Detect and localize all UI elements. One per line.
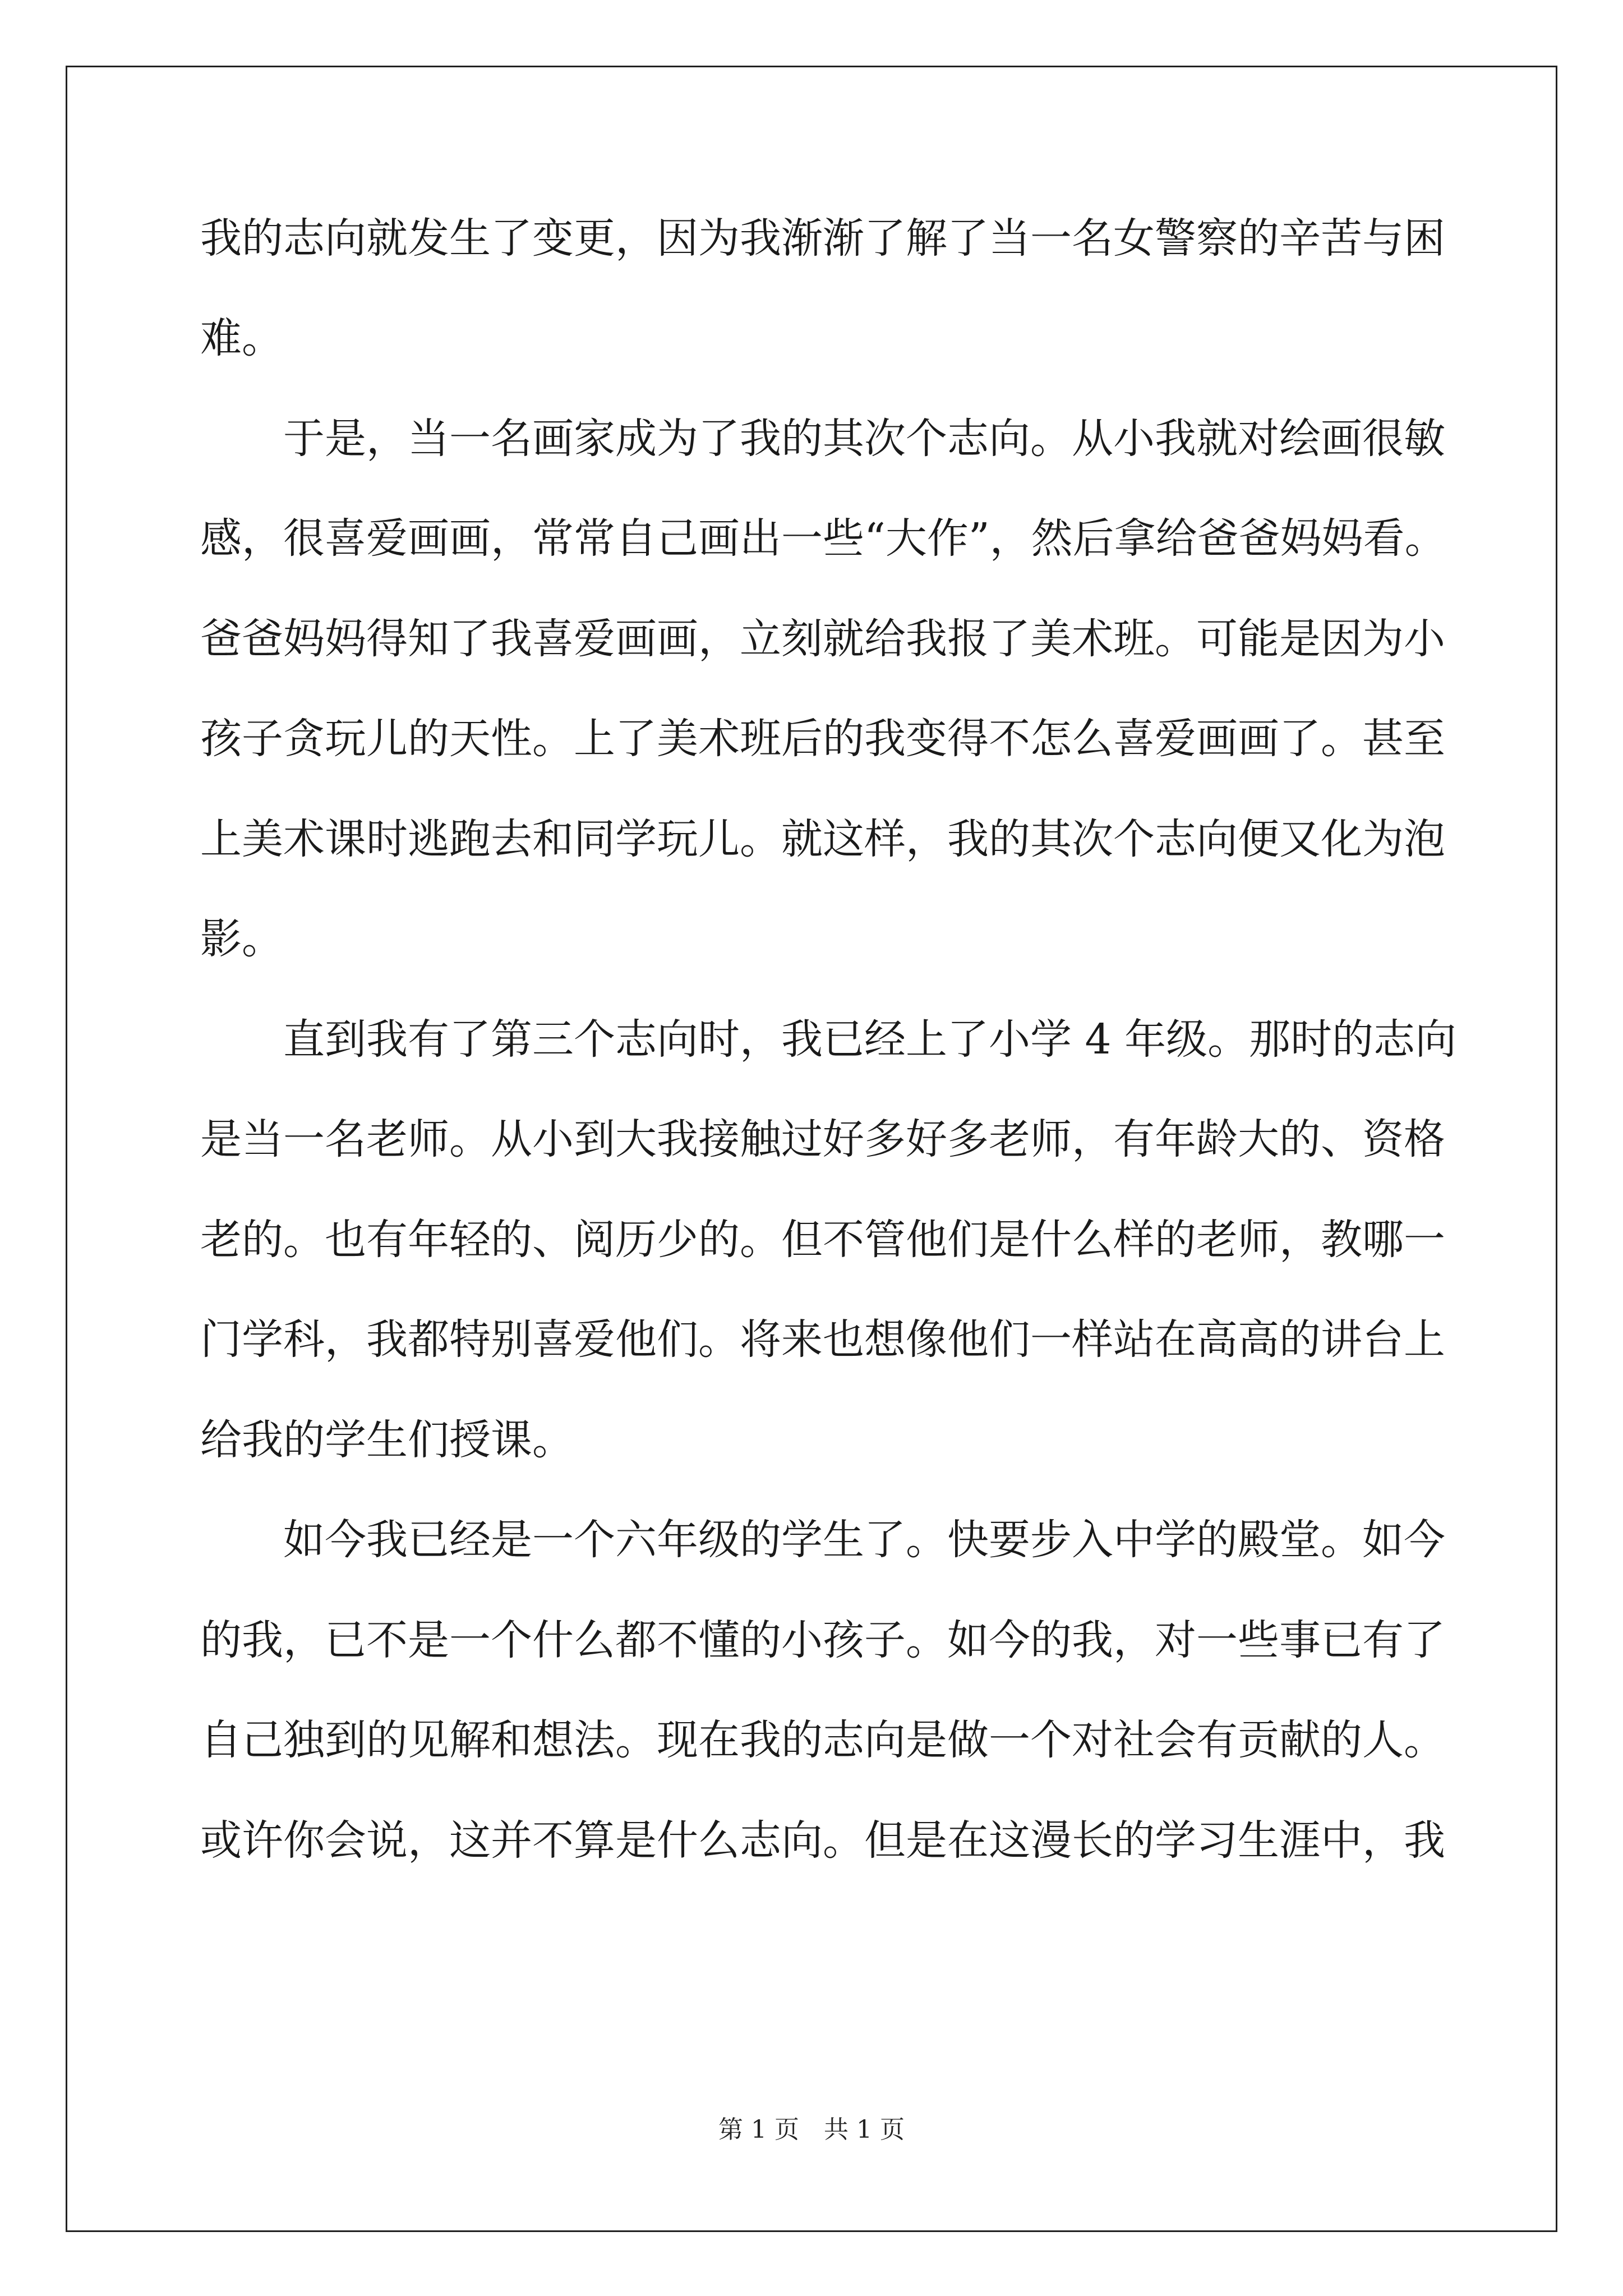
paragraph-first-line: 直到我有了第三个志向时，我已经上了小学 4 年级。那时的志向 [283, 1015, 1457, 1064]
text-line: 孩子贪玩儿的天性。上了美术班后的我变得不怎么喜爱画画了。甚至 [200, 715, 1445, 763]
text-line: 上美术课时逃跑去和同学玩儿。就这样，我的其次个志向便又化为泡 [200, 815, 1445, 863]
text-line: 爸爸妈妈得知了我喜爱画画，立刻就给我报了美术班。可能是因为小 [200, 615, 1445, 663]
text-line: 感，很喜爱画画，常常自己画出一些“大作”，然后拿给爸爸妈妈看。 [200, 514, 1446, 563]
text-line: 难。 [200, 314, 283, 362]
text-line: 我的志向就发生了变更，因为我渐渐了解了当一名女警察的辛苦与困 [200, 214, 1445, 263]
text-line: 自己独到的见解和想法。现在我的志向是做一个对社会有贡献的人。 [200, 1716, 1445, 1764]
text-line: 老的。也有年轻的、阅历少的。但不管他们是什么样的老师，教哪一 [200, 1216, 1445, 1264]
page-number: 第 1 页 共 1 页 [718, 2115, 905, 2144]
text-line: 是当一名老师。从小到大我接触过好多好多老师，有年龄大的、资格 [200, 1115, 1445, 1163]
text-line: 的我，已不是一个什么都不懂的小孩子。如今的我，对一些事已有了 [200, 1616, 1445, 1664]
text-line: 门学科，我都特别喜爱他们。将来也想像他们一样站在高高的讲台上 [200, 1315, 1445, 1364]
text-line: 给我的学生们授课。 [200, 1416, 574, 1464]
text-line: 影。 [200, 915, 283, 963]
paragraph-first-line: 于是，当一名画家成为了我的其次个志向。从小我就对绘画很敏 [283, 415, 1445, 463]
paragraph-first-line: 如今我已经是一个六年级的学生了。快要步入中学的殿堂。如今 [283, 1516, 1445, 1564]
text-line: 或许你会说，这并不算是什么志向。但是在这漫长的学习生涯中，我 [200, 1816, 1445, 1865]
